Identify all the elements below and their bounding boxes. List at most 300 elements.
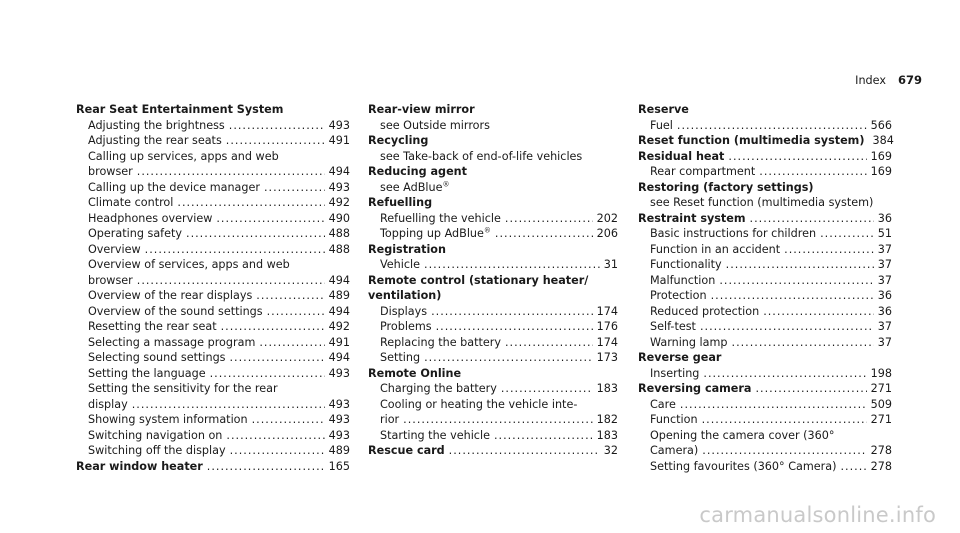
entry-text (88, 366, 206, 382)
entry-label: Headphones overview (88, 211, 213, 225)
entry-text (650, 335, 728, 351)
index-subentry (368, 149, 618, 165)
page-ref[interactable]: 37 (877, 320, 892, 333)
index-subentry (368, 257, 618, 273)
page-ref[interactable]: 51 (877, 227, 892, 240)
dot-leader (750, 211, 874, 227)
entry-label: Calling up the device manager (88, 180, 260, 194)
index-subentry (368, 319, 618, 335)
dot-leader (216, 211, 324, 227)
entry-label: Climate control (88, 196, 174, 209)
index-subentry (368, 428, 618, 444)
entry-text (88, 304, 263, 320)
entry-label: Rear compartment (650, 165, 756, 178)
index-entry (638, 381, 892, 397)
entry-text (88, 133, 222, 149)
entry-text (380, 211, 501, 227)
page-ref[interactable]: 183 (596, 428, 618, 442)
page-ref[interactable]: 488 (328, 242, 350, 256)
dot-leader (132, 397, 325, 413)
entry-text (368, 366, 461, 382)
index-subentry (76, 118, 350, 134)
entry-label: Overview (88, 242, 141, 256)
entry-label: Functionality (650, 258, 722, 271)
entry-text (638, 180, 814, 196)
registered-mark: ® (483, 226, 491, 235)
page-ref[interactable]: 169 (870, 165, 892, 178)
index-entry (368, 288, 618, 304)
page-ref[interactable]: 37 (877, 242, 892, 256)
page-ref[interactable]: 169 (870, 149, 892, 163)
entry-label: Protection (650, 289, 707, 302)
index-subentry (368, 350, 618, 366)
entry-text (76, 459, 203, 475)
page-ref[interactable]: 271 (870, 413, 892, 426)
dot-leader (226, 428, 324, 444)
entry-label: see Outside mirrors (380, 118, 490, 132)
index-subentry (76, 350, 350, 366)
entry-text (638, 211, 746, 227)
index-subentry (76, 366, 350, 382)
index-entry (368, 366, 618, 382)
entry-label: Charging the battery (380, 382, 497, 395)
index-subentry (368, 211, 618, 227)
entry-text (380, 397, 577, 413)
index-entry (368, 242, 618, 258)
index-subentry (76, 164, 350, 180)
index-subentry (368, 226, 618, 242)
entry-text (638, 102, 689, 118)
index-subentry (76, 397, 350, 413)
entry-label: Residual heat (638, 149, 725, 163)
entry-text (380, 319, 432, 335)
entry-label: display (88, 397, 128, 411)
index-subentry (76, 133, 350, 149)
dot-leader (494, 428, 593, 444)
entry-text (88, 288, 252, 304)
dot-leader (145, 242, 325, 258)
dot-leader (256, 288, 324, 304)
dot-leader (221, 319, 325, 335)
entry-text (650, 397, 676, 413)
page-ref[interactable]: 491 (328, 134, 350, 147)
entry-text (368, 242, 446, 258)
entry-label: Restraint system (638, 211, 746, 225)
entry-label: Reserve (638, 103, 689, 116)
index-subentry (638, 319, 892, 335)
entry-label: Problems (380, 320, 432, 333)
entry-label: Function in an accident (650, 242, 781, 256)
index-subentry (638, 273, 892, 289)
entry-text (368, 195, 432, 211)
entry-text (650, 428, 834, 444)
index-entry (638, 350, 892, 366)
dot-leader (229, 118, 325, 134)
index-column-1 (76, 102, 350, 474)
index-subentry (76, 381, 350, 397)
dot-leader (252, 412, 325, 428)
dot-leader (177, 195, 324, 211)
entry-label: Rescue card (368, 444, 445, 457)
page-ref[interactable]: 183 (596, 382, 618, 395)
entry-text (368, 133, 428, 149)
entry-label: Switching navigation on (88, 428, 223, 442)
page-ref[interactable]: 174 (596, 304, 618, 318)
index-subentry (638, 459, 892, 475)
dot-leader (702, 412, 867, 428)
entry-text (380, 335, 501, 351)
page-ref[interactable]: 176 (596, 320, 618, 333)
section-label: Index (855, 74, 886, 87)
entry-label: Selecting a massage program (88, 335, 256, 349)
entry-label: Topping up AdBlue (380, 227, 484, 240)
entry-text (650, 242, 780, 258)
index-entry (638, 149, 892, 165)
dot-leader (495, 226, 593, 242)
dot-leader (424, 257, 600, 273)
index-subentry (638, 366, 892, 382)
index-subentry (638, 195, 892, 211)
page-ref[interactable]: 202 (596, 211, 618, 225)
entry-text (650, 459, 836, 475)
dot-leader (680, 397, 867, 413)
entry-text (88, 428, 222, 444)
entry-label: see Reset function (multimedia system) (650, 196, 874, 209)
entry-text (380, 428, 490, 444)
page-ref[interactable]: 493 (328, 428, 350, 442)
page-ref[interactable]: 278 (870, 459, 892, 473)
entry-label: Starting the vehicle (380, 428, 490, 442)
entry-label: Setting the sensitivity for the rear (88, 382, 278, 395)
entry-label: Rear-view mirror (368, 103, 475, 116)
dot-leader (230, 350, 325, 366)
dot-leader (501, 381, 593, 397)
entry-label: Opening the camera cover (360° (650, 428, 835, 442)
page-ref[interactable]: 493 (328, 366, 350, 380)
entry-label: browser (88, 273, 133, 287)
entry-label: Resetting the rear seat (88, 320, 217, 333)
index-subentry (638, 443, 892, 459)
entry-label: Basic instructions for children (650, 227, 817, 240)
entry-text (88, 257, 290, 273)
index-entry (638, 180, 892, 196)
entry-label: ventilation) (368, 289, 442, 302)
entry-text (380, 257, 420, 273)
entry-label: Vehicle (380, 258, 421, 271)
dot-leader (186, 226, 325, 242)
entry-text (650, 164, 755, 180)
entry-label: Reversing camera (638, 382, 752, 395)
page-ref[interactable]: 493 (328, 180, 350, 194)
dot-leader (677, 118, 867, 134)
entry-text (88, 443, 226, 459)
entry-text (88, 319, 217, 335)
dot-leader (719, 273, 873, 289)
entry-text (368, 443, 445, 459)
dot-leader (230, 443, 325, 459)
page-ref[interactable]: 494 (328, 273, 350, 287)
dot-leader (210, 366, 325, 382)
dot-leader (763, 304, 874, 320)
page-ref[interactable]: 36 (877, 304, 892, 318)
index-subentry (638, 242, 892, 258)
page-number: 679 (897, 73, 922, 87)
page-ref[interactable]: 494 (328, 351, 350, 364)
page-ref[interactable]: 206 (596, 227, 618, 240)
index-subentry (76, 288, 350, 304)
page-ref[interactable]: 278 (870, 444, 892, 457)
entry-text (650, 118, 673, 134)
dot-leader (755, 381, 866, 397)
entry-label: Setting the language (88, 366, 206, 380)
index-subentry (76, 211, 350, 227)
index-subentry (638, 397, 892, 413)
page-header (855, 73, 922, 87)
entry-text (380, 118, 490, 134)
entry-label: Restoring (factory settings) (638, 180, 814, 194)
entry-label: Reducing agent (368, 165, 467, 178)
entry-label: Switching off the display (88, 444, 226, 457)
watermark: carmanualsonline.info (699, 503, 936, 527)
entry-label: Malfunction (650, 273, 716, 287)
index-subentry (638, 288, 892, 304)
entry-label: Rear Seat Entertainment System (76, 103, 284, 116)
index-subentry (76, 335, 350, 351)
index-entry (368, 195, 618, 211)
page-ref[interactable]: 37 (877, 258, 892, 271)
entry-text (88, 180, 260, 196)
index-subentry (638, 335, 892, 351)
page-ref[interactable]: 271 (870, 382, 892, 395)
dot-leader (700, 319, 874, 335)
page-ref[interactable]: 509 (870, 397, 892, 411)
entry-label: Refuelling (368, 196, 433, 209)
index-subentry (638, 428, 892, 444)
index-subentry (368, 180, 618, 196)
dot-leader (137, 164, 325, 180)
index-subentry (76, 149, 350, 165)
page-ref[interactable]: 493 (328, 413, 350, 426)
entry-text (650, 288, 707, 304)
entry-text (88, 195, 173, 211)
entry-text (88, 226, 182, 242)
index-subentry (368, 304, 618, 320)
entry-text (88, 350, 226, 366)
entry-label: Registration (368, 242, 446, 256)
page-ref[interactable]: 489 (328, 444, 350, 457)
index-subentry (368, 381, 618, 397)
page-ref[interactable]: 173 (596, 351, 618, 364)
entry-label: Care (650, 397, 676, 411)
index-entry (368, 164, 618, 180)
entry-label: Inserting (650, 366, 700, 380)
page-ref[interactable]: 182 (596, 413, 618, 426)
entry-label: Remote Online (368, 366, 462, 380)
entry-text (650, 443, 698, 459)
index-subentry (76, 319, 350, 335)
index-subentry (638, 226, 892, 242)
entry-label: Remote control (stationary heater/ (368, 273, 589, 287)
page-ref[interactable]: 37 (877, 273, 892, 287)
dot-leader (784, 242, 874, 258)
entry-label: Reverse gear (638, 351, 722, 364)
entry-label: see Take-back of end-of-life vehicles (380, 149, 583, 163)
page-ref[interactable]: 493 (328, 397, 350, 411)
entry-label: Rear window heater (76, 459, 203, 473)
entry-label: Displays (380, 304, 428, 318)
index-entry (76, 102, 350, 118)
index-subentry (76, 428, 350, 444)
index-entry (368, 102, 618, 118)
dot-leader (759, 164, 866, 180)
dot-leader (207, 459, 325, 475)
dot-leader (436, 319, 593, 335)
entry-text (368, 164, 467, 180)
entry-label: Adjusting the rear seats (88, 134, 222, 147)
page-ref[interactable]: 32 (603, 444, 618, 457)
dot-leader (449, 443, 600, 459)
entry-text (638, 133, 864, 149)
entry-text (368, 273, 588, 289)
page-ref[interactable]: 494 (328, 165, 350, 178)
index-entry (368, 133, 618, 149)
entry-label: Refuelling the vehicle (380, 211, 501, 225)
index-entry (368, 273, 618, 289)
index-subentry (76, 412, 350, 428)
entry-text (650, 412, 698, 428)
page-ref[interactable]: 491 (328, 335, 350, 349)
entry-text (88, 335, 255, 351)
index-subentry (76, 273, 350, 289)
dot-leader (726, 257, 874, 273)
entry-text (638, 350, 721, 366)
page-ref[interactable]: 490 (328, 211, 350, 225)
entry-text (380, 350, 420, 366)
entry-text (380, 226, 491, 242)
page-ref[interactable]: 198 (870, 366, 892, 380)
entry-text (380, 149, 582, 165)
entry-text (88, 381, 278, 397)
page-ref[interactable]: 488 (328, 227, 350, 240)
entry-label: Cooling or heating the vehicle inte- (380, 397, 578, 411)
dot-leader (820, 226, 874, 242)
entry-label: browser (88, 165, 133, 178)
entry-text (650, 195, 873, 211)
page-ref[interactable]: 37 (877, 335, 892, 349)
index-subentry (368, 118, 618, 134)
entry-text (650, 273, 715, 289)
entry-label: Function (650, 413, 698, 426)
dot-leader (267, 304, 325, 320)
entry-text (650, 257, 722, 273)
index-subentry (638, 164, 892, 180)
entry-text (380, 381, 497, 397)
entry-text (638, 381, 751, 397)
dot-leader (505, 335, 593, 351)
page-ref[interactable]: 489 (328, 289, 350, 302)
page-ref[interactable]: 493 (328, 118, 350, 132)
page-ref[interactable]: 36 (877, 289, 892, 302)
dot-leader (431, 304, 593, 320)
index-entry (368, 443, 618, 459)
entry-text (368, 288, 441, 304)
entry-label: see AdBlue (380, 180, 443, 194)
entry-text (650, 319, 696, 335)
entry-label: Setting favourites (360° Camera) (650, 459, 837, 473)
entry-text (88, 164, 133, 180)
index-subentry (76, 226, 350, 242)
entry-label: Reduced protection (650, 304, 760, 318)
index-subentry (76, 443, 350, 459)
index-subentry (76, 304, 350, 320)
index-subentry (76, 242, 350, 258)
page-ref[interactable]: 174 (596, 335, 618, 349)
entry-text (650, 366, 699, 382)
index-subentry (368, 335, 618, 351)
page-ref[interactable]: 566 (870, 118, 892, 132)
entry-label: Warning lamp (650, 335, 728, 349)
entry-label: Self-test (650, 320, 696, 333)
entry-text (88, 118, 225, 134)
entry-text (88, 397, 128, 413)
registered-mark: ® (442, 179, 450, 188)
entry-text (88, 273, 133, 289)
entry-text (368, 102, 475, 118)
entry-label: Operating safety (88, 227, 183, 240)
index-subentry (76, 195, 350, 211)
entry-label: Showing system information (88, 413, 248, 426)
entry-text (380, 180, 449, 196)
index-entry (638, 211, 892, 227)
entry-text (380, 412, 399, 428)
entry-label: Fuel (650, 118, 673, 132)
dot-leader (711, 288, 874, 304)
index-subentry (638, 412, 892, 428)
dot-leader (702, 443, 866, 459)
entry-label: Overview of the rear displays (88, 289, 253, 302)
page-ref[interactable]: 492 (328, 320, 350, 333)
entry-label: Overview of the sound settings (88, 304, 263, 318)
entry-text (380, 304, 427, 320)
page-ref[interactable]: 31 (603, 258, 618, 271)
index-subentry (76, 257, 350, 273)
entry-text (88, 211, 212, 227)
index-subentry (638, 118, 892, 134)
index-subentry (368, 397, 618, 413)
entry-text (88, 412, 248, 428)
page-ref[interactable]: 165 (328, 459, 350, 473)
entry-label: Selecting sound settings (88, 351, 226, 364)
entry-text (76, 102, 283, 118)
page-ref[interactable]: 494 (328, 304, 350, 318)
index-column-2 (368, 102, 618, 459)
index-entry (638, 133, 892, 149)
entry-text (88, 242, 141, 258)
page-ref[interactable]: 384 (872, 134, 894, 147)
entry-label: Camera) (650, 444, 699, 457)
page-ref[interactable]: 492 (328, 196, 350, 209)
entry-label: Setting (380, 351, 421, 364)
dot-leader (424, 350, 593, 366)
dot-leader (226, 133, 325, 149)
entry-label: Replacing the battery (380, 335, 501, 349)
entry-label: Adjusting the brightness (88, 118, 225, 132)
page-ref[interactable]: 36 (877, 211, 892, 225)
index-subentry (638, 257, 892, 273)
entry-label: Reset function (multimedia system) (638, 134, 865, 147)
index-subentry (76, 180, 350, 196)
index-subentry (368, 412, 618, 428)
